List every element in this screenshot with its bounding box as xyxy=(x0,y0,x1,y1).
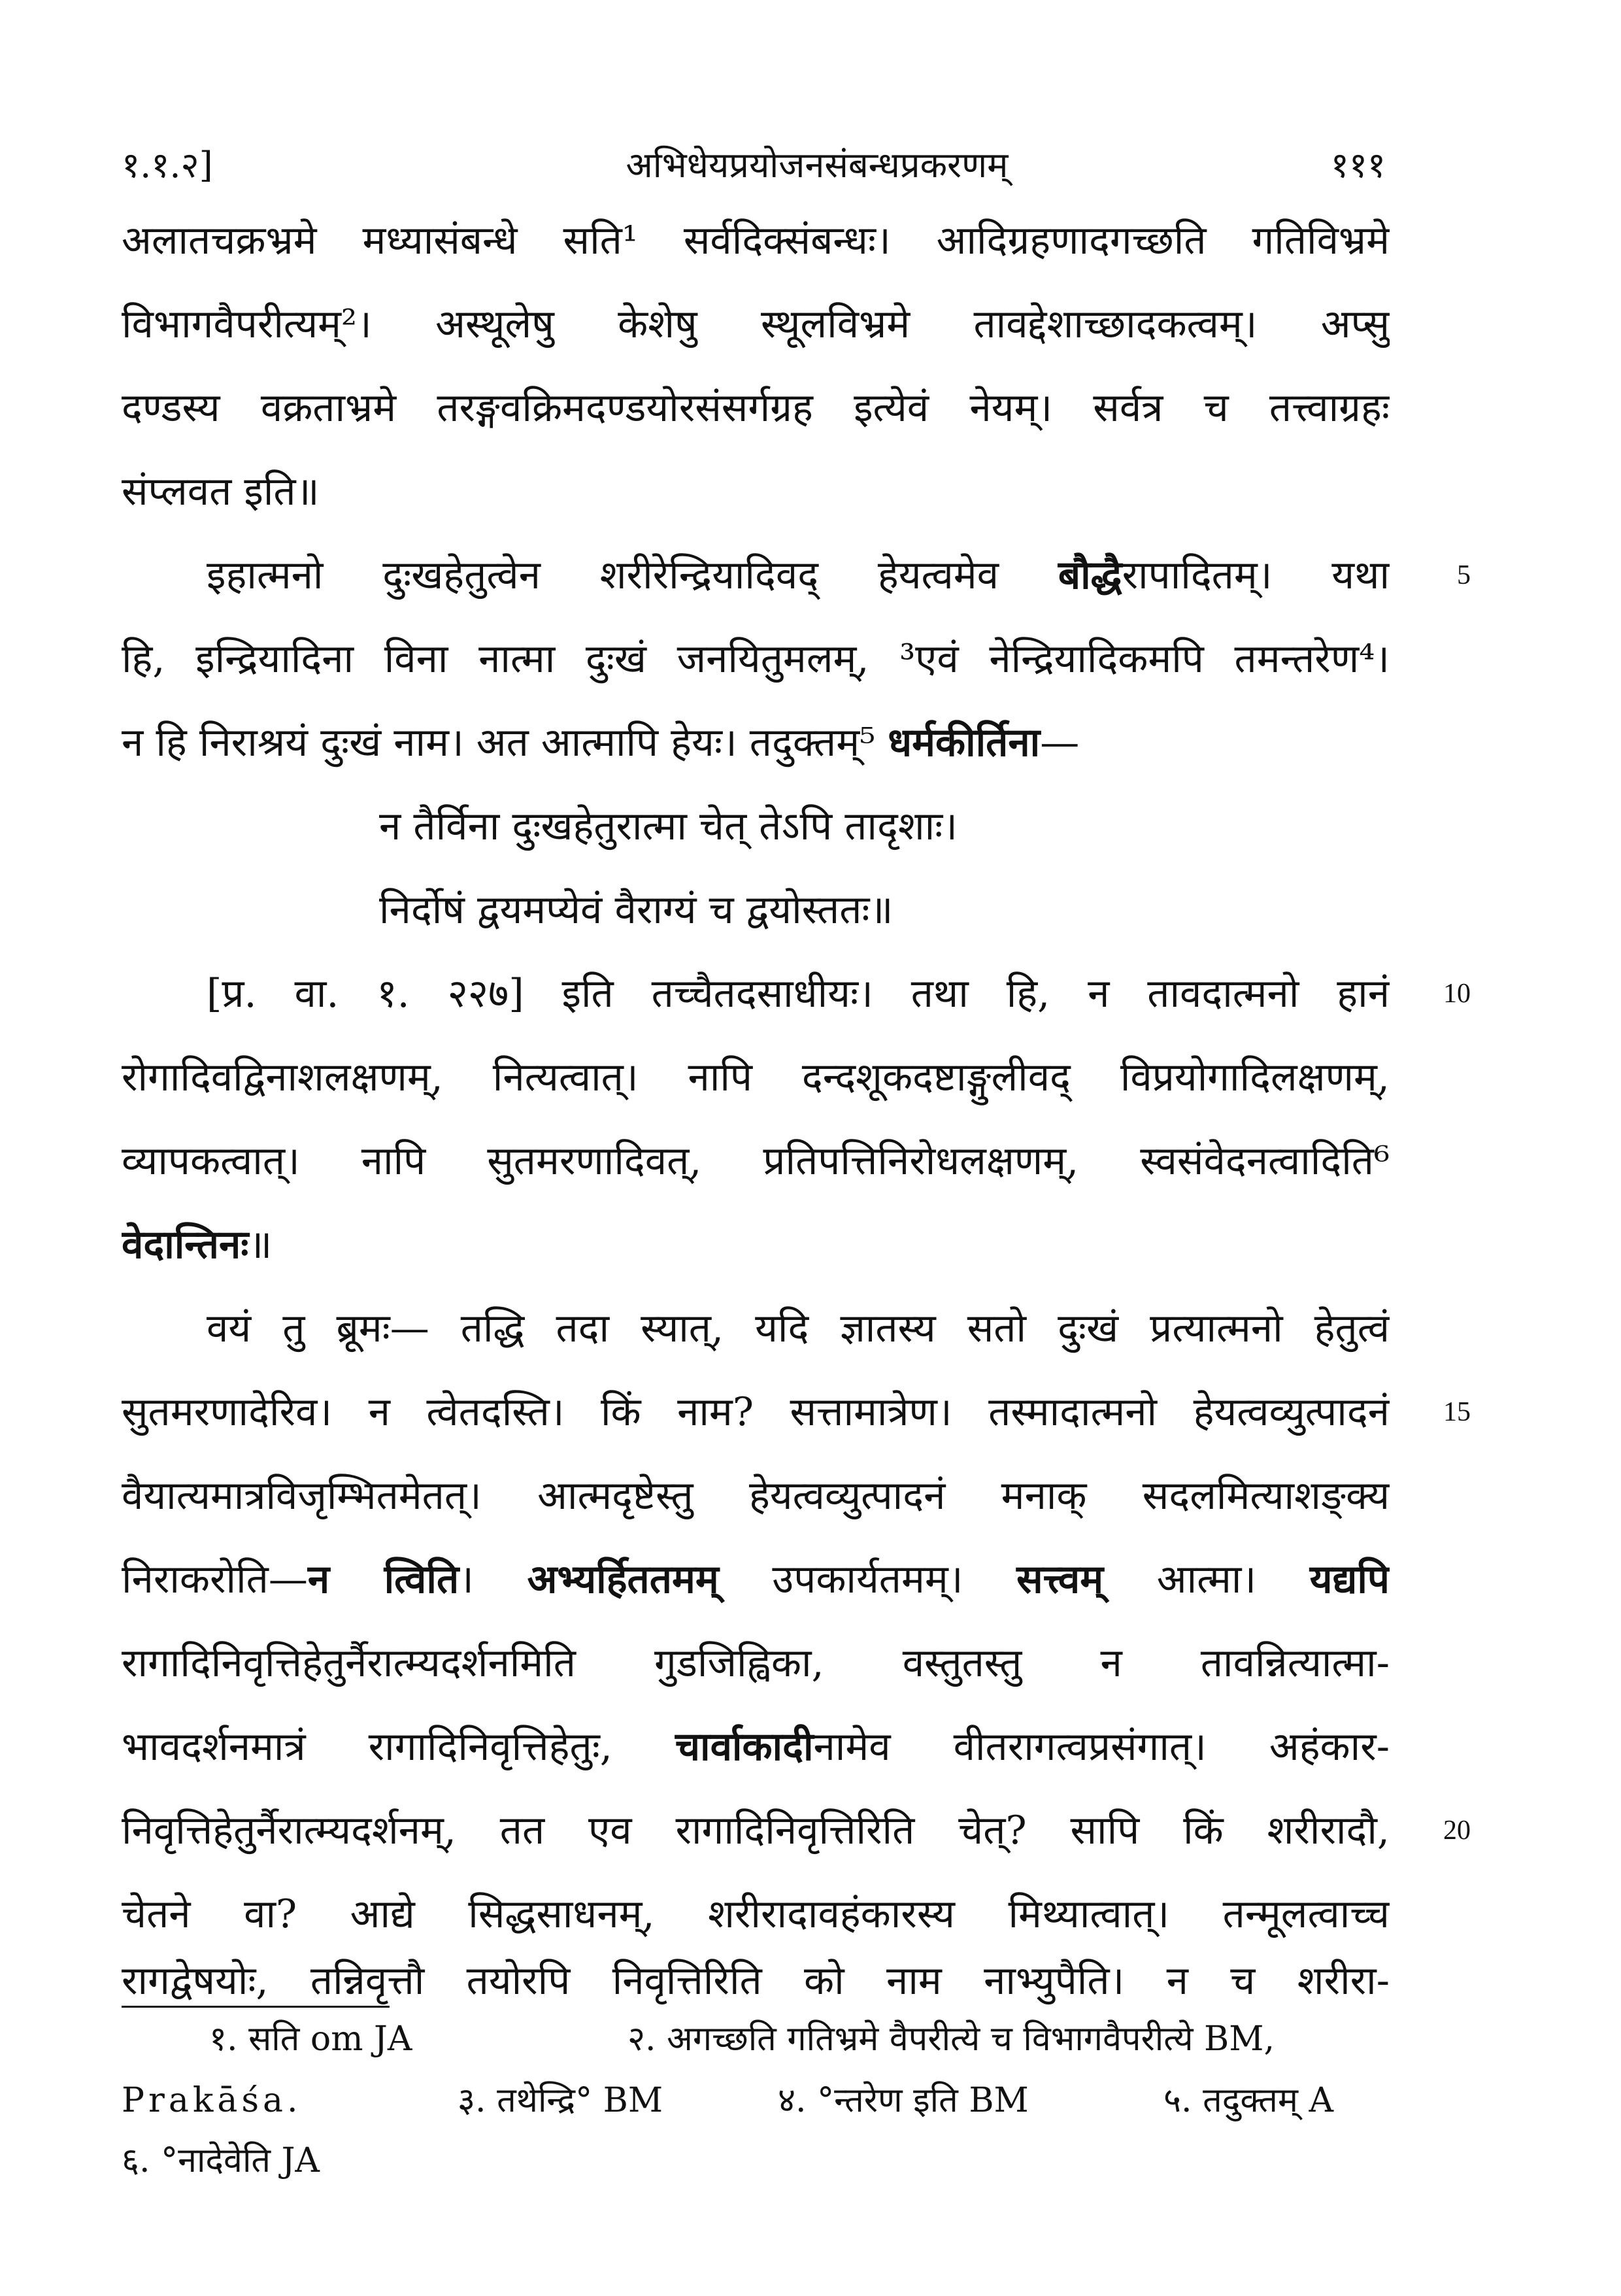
text-segment: आत्मा। xyxy=(1103,1557,1310,1602)
footnote-2: २. अगच्छति गतिभ्रमे वैपरीत्ये च विभागवैपरीत्ये BM, xyxy=(627,2019,1275,2059)
text-segment: नामेव वीतरागत्वप्रसंगात्। अहंकार- xyxy=(813,1724,1390,1770)
text-line-1: अलातचक्रभ्रमे मध्यासंबन्धे सति¹ सर्वदिक्संबन्धः। आदिग्रहणादगच्छति गतिविभ्रमे xyxy=(122,218,1390,263)
line-number-10: 10 xyxy=(1443,979,1471,1009)
footnote-2-continuation: Prakāśa. xyxy=(122,2081,302,2120)
footnote-5: ५. तदुक्तम् A xyxy=(1163,2081,1334,2120)
text-line-17 xyxy=(122,1547,1390,1630)
text-line-20: निवृत्तिहेतुर्नैरात्म्यदर्शनम्, तत एव रागादिनिवृत्तिरिति चेत्? सापि किं शरीरादौ, xyxy=(122,1808,1390,1853)
text-line-10: [प्र. वा. १. २२७] इति तच्चैतदसाधीयः। तथा हि, न तावदात्मनो हानं xyxy=(207,971,1390,1017)
text-segment: न हि निराश्रयं दुःखं नाम। अत आत्मापि हेयः। तदुक्तम्⁵ xyxy=(122,720,888,766)
text-line-13 xyxy=(122,1212,1390,1296)
text-segment: निराकरोति— xyxy=(122,1557,308,1602)
text-line-19 xyxy=(122,1714,1390,1798)
bold-term-yadyapi: यद्यपि xyxy=(1309,1557,1390,1602)
footnote-1: १. सति om JA xyxy=(209,2019,412,2059)
text-line-15: सुतमरणादेरिव। न त्वेतदस्ति। किं नाम? सत्तामात्रेण। तस्मादात्मनो हेयत्वव्युत्पादनं xyxy=(122,1389,1390,1435)
line-number-20: 20 xyxy=(1443,1815,1471,1846)
text-line-14: वयं तु ब्रूमः— तद्धि तदा स्यात्, यदि ज्ञातस्य सतो दुःखं प्रत्यात्मनो हेतुत्वं xyxy=(207,1306,1390,1351)
bold-term-dharmakirti: धर्मकीर्तिना xyxy=(888,720,1041,766)
text-line-16: वैयात्यमात्रविजृम्भितमेतत्। आत्मदृष्टेस्तु हेयत्वव्युत्पादनं मनाक् सदलमित्याशङ्क्य xyxy=(122,1473,1390,1519)
text-line-12: व्यापकत्वात्। नापि सुतमरणादिवत्, प्रतिपत्तिनिरोधलक्षणम्, स्वसंवेदनत्वादिति⁶ xyxy=(122,1138,1390,1184)
text-segment: — xyxy=(1040,720,1080,766)
text-line-2: विभागवैपरीत्यम्²। अस्थूलेषु केशेषु स्थूलविभ्रमे तावद्देशाच्छादकत्वम्। अप्सु xyxy=(122,301,1390,347)
text-line-7 xyxy=(122,710,1390,794)
verse-line-1: न तैर्विना दुःखहेतुरात्मा चेत् तेऽपि तादृशाः। xyxy=(379,803,958,849)
bold-term-abhyarhitatamam: अभ्यर्हिततमम् xyxy=(527,1557,719,1602)
bold-term-bauddhaih: बौद्धै xyxy=(1058,552,1122,598)
text-segment: भावदर्शनमात्रं रागादिनिवृत्तिहेतुः, xyxy=(122,1724,675,1770)
text-line-6: हि, इन्द्रियादिना विना नात्मा दुःखं जनयितुमलम्, ³एवं नेन्द्रियादिकमपि तमन्तरेण⁴। xyxy=(122,636,1390,682)
footnote-4: ४. °न्तरेण इति BM xyxy=(778,2081,1029,2120)
text-segment: रापादितम्। यथा xyxy=(1122,552,1390,598)
text-segment: ॥ xyxy=(248,1222,273,1268)
footnote-6: ६. °नादेवेति JA xyxy=(122,2141,320,2180)
text-line-18: रागादिनिवृत्तिहेतुर्नैरात्म्यदर्शनमिति गुडजिह्विका, वस्तुतस्तु न तावन्नित्यात्मा- xyxy=(122,1640,1390,1686)
verse-line-2: निर्दोषं द्वयमप्येवं वैराग्यं च द्वयोस्ततः॥ xyxy=(379,887,894,933)
footnote-rule xyxy=(122,2006,390,2008)
text-segment: । xyxy=(459,1557,527,1602)
line-number-15: 15 xyxy=(1443,1397,1471,1427)
text-line-3: दण्डस्य वक्रताभ्रमे तरङ्गवक्रिमदण्डयोरसंसर्गग्रह इत्येवं नेयम्। सर्वत्र च तत्त्वाग्रहः xyxy=(122,385,1390,431)
page-number: १११ xyxy=(1330,144,1386,186)
footnote-3: ३. तथेन्द्रि° BM xyxy=(458,2081,663,2120)
bold-term-vedantinah: वेदान्तिनः xyxy=(122,1222,249,1268)
bold-term-charvaka: चार्वाकादी xyxy=(675,1724,814,1770)
running-header-title: अभिधेयप्रयोजनसंबन्धप्रकरणम् xyxy=(626,144,1009,186)
text-line-21: चेतने वा? आद्ये सिद्धसाधनम्, शरीरादावहंकारस्य मिथ्यात्वात्। तन्मूलत्वाच्च xyxy=(122,1891,1390,1937)
running-header-section: १.१.२] xyxy=(122,144,213,186)
text-line-5 xyxy=(207,543,1390,626)
text-line-11: रोगादिवद्विनाशलक्षणम्, नित्यत्वात्। नापि दन्दशूकदष्टाङ्गुलीवद् विप्रयोगादिलक्षणम्, xyxy=(122,1055,1390,1100)
text-line-22: रागद्वेषयोः, तन्निवृत्तौ तयोरपि निवृत्तिरिति को नाम नाभ्युपैति। न च शरीरा- xyxy=(122,1958,1390,2004)
line-number-5: 5 xyxy=(1457,560,1471,590)
bold-term-na-tviti: न त्विति xyxy=(307,1557,460,1602)
text-segment: उपकार्यतमम्। xyxy=(718,1557,1017,1602)
text-segment: इहात्मनो दुःखहेतुत्वेन शरीरेन्द्रियादिवद् हेयत्वमेव xyxy=(207,552,1058,598)
text-line-4: संप्लवत इति॥ xyxy=(122,469,320,515)
bold-term-sattvam: सत्त्वम् xyxy=(1016,1557,1104,1602)
